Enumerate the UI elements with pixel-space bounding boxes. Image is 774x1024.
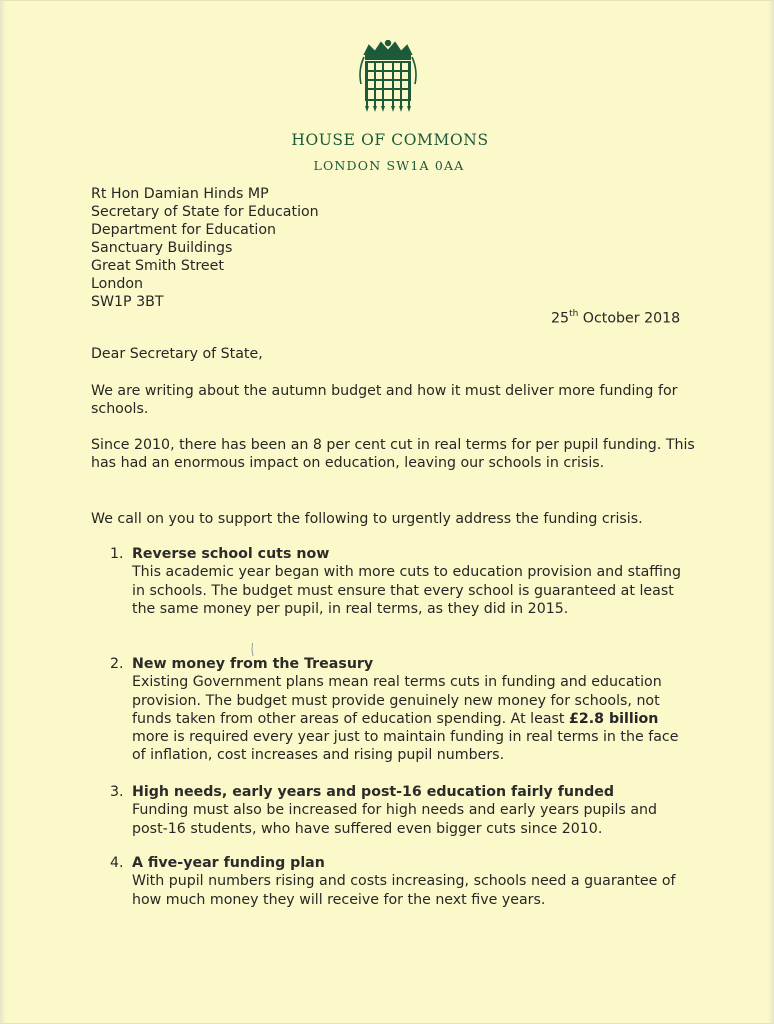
list-item (110, 655, 690, 765)
list-item-body: With pupil numbers rising and costs increasing, schools need a guarantee of how much money they will receive for the next five years. (132, 873, 676, 908)
paragraph: We call on you to support the following to urgently address the funding crisis. (91, 511, 643, 527)
pen-mark (251, 643, 254, 657)
list-item (110, 854, 690, 909)
recipient-line: Sanctuary Buildings (91, 240, 233, 256)
list-item-heading: A five-year funding plan (132, 855, 325, 871)
portcullis-crest-icon (355, 40, 421, 114)
date-day: 25 (551, 310, 570, 327)
letterhead-title: HOUSE OF COMMONS (291, 131, 489, 149)
list-item-number: 3. (110, 784, 124, 800)
date-month-year: October 2018 (578, 310, 681, 327)
list-item-heading: High needs, early years and post-16 education fairly funded (132, 784, 615, 800)
list-item (110, 783, 690, 838)
body-text: Existing Government plans mean real terms cuts in funding and education provision. The budget must provide genuinely new money for schools, not funds taken from other areas of education spending. At least (132, 674, 662, 727)
list-item-body: This academic year began with more cuts to education provision and staffing in schools. The budget must ensure that every school is guaranteed at least the same money per pupil, in real terms, as they did in 2015. (132, 564, 682, 617)
paragraph: Since 2010, there has been an 8 per cent cut in real terms for per pupil funding. This has had an enormous impact on education, leaving our schools in crisis. (91, 437, 695, 471)
recipient-line: SW1P 3BT (91, 294, 164, 310)
list-item (110, 545, 690, 618)
list-item-heading: Reverse school cuts now (132, 546, 330, 562)
recipient-line: London (91, 276, 144, 292)
date-suffix: th (569, 309, 579, 319)
list-item-body (132, 673, 690, 764)
list-item-body: Funding must also be increased for high needs and early years pupils and post-16 students, who have suffered even bigger cuts since 2010. (132, 802, 658, 837)
list-item-number: 1. (110, 546, 124, 562)
list-item-heading: New money from the Treasury (132, 656, 374, 672)
recipient-address (91, 185, 701, 311)
body-text: more is required every year just to maintain funding in real terms in the face of inflation, cost increases and rising pupil numbers. (132, 729, 679, 764)
recipient-line: Secretary of State for Education (91, 204, 319, 220)
recipient-line: Rt Hon Damian Hinds MP (91, 186, 269, 202)
salutation: Dear Secretary of State, (91, 346, 263, 362)
letter-date (551, 310, 680, 327)
paragraph: We are writing about the autumn budget and how it must deliver more funding for schools. (91, 383, 678, 417)
list-item-number: 2. (110, 656, 124, 672)
letterhead-address: LONDON SW1A 0AA (313, 158, 465, 173)
list-item-number: 4. (110, 855, 124, 871)
recipient-line: Great Smith Street (91, 258, 224, 274)
funding-amount: £2.8 billion (569, 710, 659, 727)
recipient-line: Department for Education (91, 222, 277, 238)
